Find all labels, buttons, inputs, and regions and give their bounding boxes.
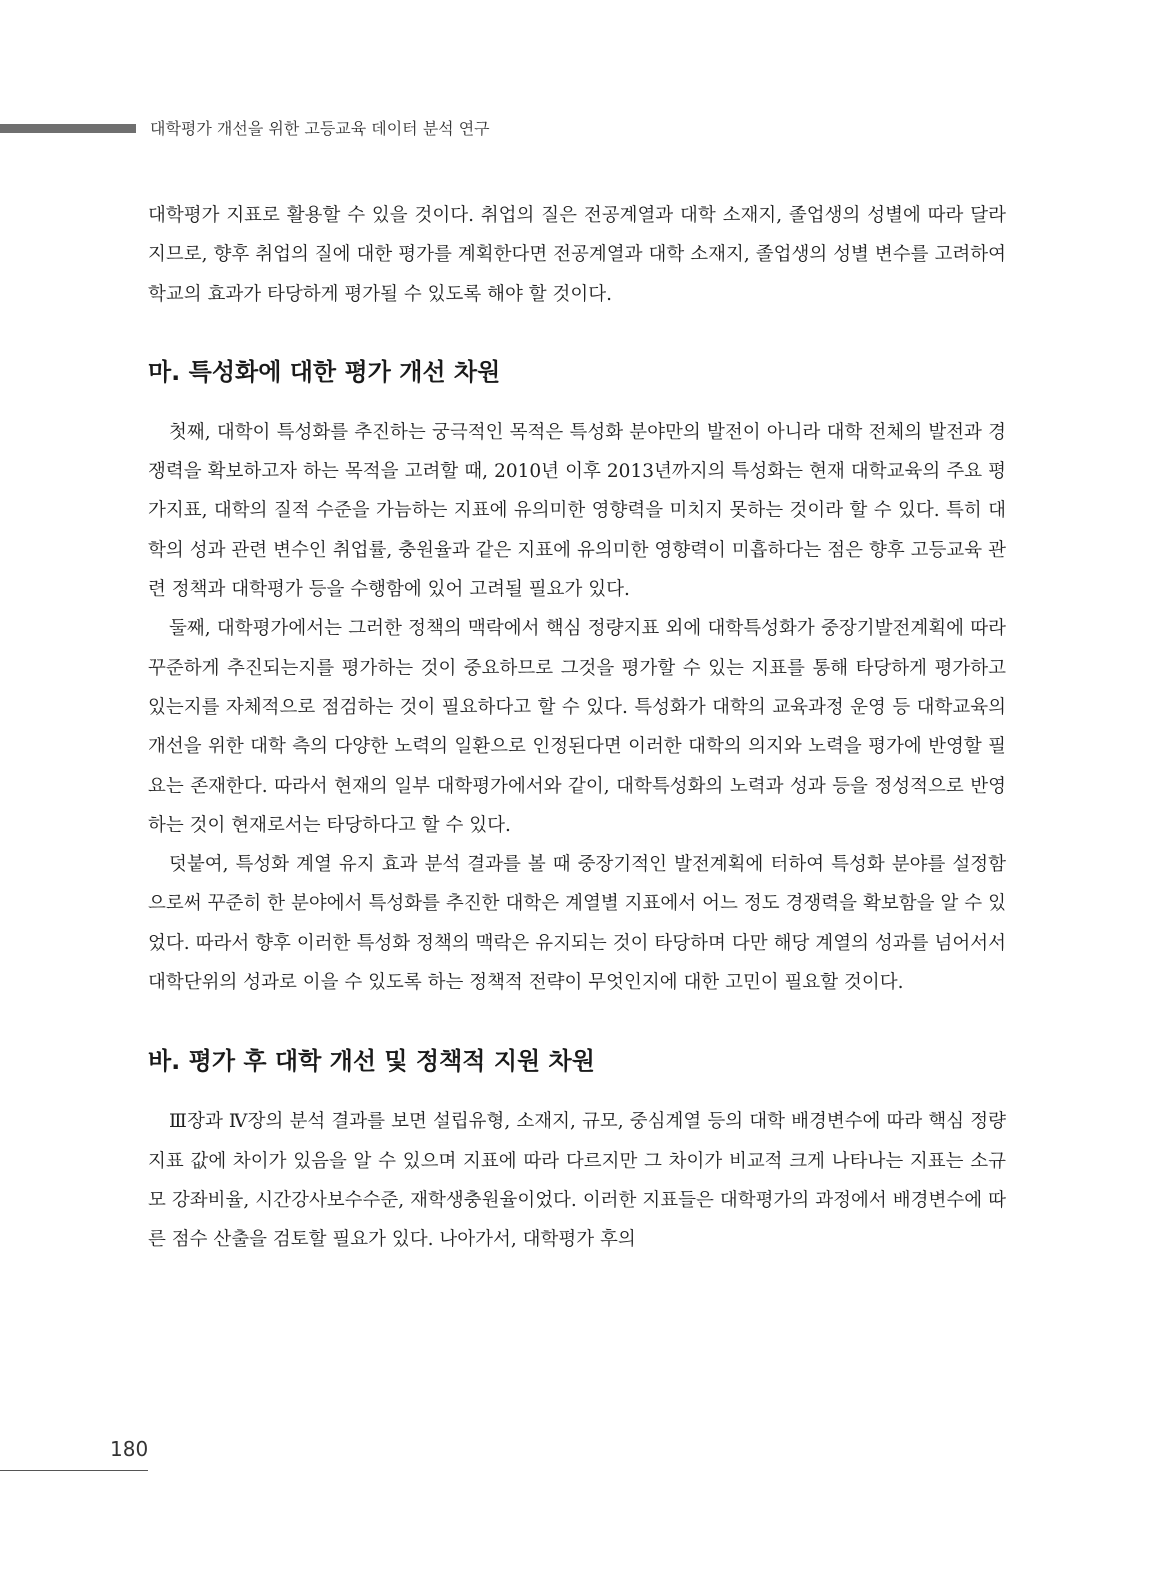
running-head: 대학평가 개선을 위한 고등교육 데이터 분석 연구 xyxy=(150,119,490,138)
section-ma-paragraph-1: 첫째, 대학이 특성화를 추진하는 궁극적인 목적은 특성화 분야만의 발전이 아니라 대학 전체의 발전과 경쟁력을 확보하고자 하는 목적을 고려할 때, 2010년 이후 2013년까지의 특성화는 현재 대학교육의 주요 평가지표, 대학의 질적 수준을 가늠하는 지표에 유의미한 영향력을 미치지 못하는 것이라 할 수 있다. 특히 대학의 성과 관련 변수인 취업률, 충원율과 같은 지표에 유의미한 영향력이 미흡하다는 점은 향후 고등교육 관련 정책과 대학평가 등을 수행함에 있어 고려될 필요가 있다. xyxy=(148,421,1006,601)
page-body xyxy=(148,196,1006,1260)
section-heading-ba: 바. 평가 후 대학 개선 및 정책적 지원 차원 xyxy=(148,1047,595,1076)
section-ma-paragraph-3: 덧붙여, 특성화 계열 유지 효과 분석 결과를 볼 때 중장기적인 발전계획에 터하여 특성화 분야를 설정함으로써 꾸준히 한 분야에서 특성화를 추진한 대학은 계열별 지표에서 어느 정도 경쟁력을 확보함을 알 수 있었다. 따라서 향후 이러한 특성화 정책의 맥락은 유지되는 것이 타당하며 다만 해당 계열의 성과를 넘어서서 대학단위의 성과로 이을 수 있도록 하는 정책적 전략이 무엇인지에 대한 고민이 필요할 것이다. xyxy=(148,854,1006,994)
header-rule xyxy=(0,124,136,133)
page-number: 180 xyxy=(110,1437,149,1461)
section-ma-paragraph-2: 둘째, 대학평가에서는 그러한 정책의 맥락에서 핵심 정량지표 외에 대학특성화가 중장기발전계획에 따라 꾸준하게 추진되는지를 평가하는 것이 중요하므로 그것을 평가할 수 있는 지표를 통해 타당하게 평가하고 있는지를 자체적으로 점검하는 것이 필요하다고 할 수 있다. 특성화가 대학의 교육과정 운영 등 대학교육의 개선을 위한 대학 측의 다양한 노력의 일환으로 인정된다면 이러한 대학의 의지와 노력을 평가에 반영할 필요는 존재한다. 따라서 현재의 일부 대학평가에서와 같이, 대학특성화의 노력과 성과 등을 정성적으로 반영하는 것이 현재로서는 타당하다고 할 수 있다. xyxy=(148,618,1006,836)
intro-paragraph: 대학평가 지표로 활용할 수 있을 것이다. 취업의 질은 전공계열과 대학 소재지, 졸업생의 성별에 따라 달라지므로, 향후 취업의 질에 대한 평가를 계획한다면 전공계열과 대학 소재지, 졸업생의 성별 변수를 고려하여 학교의 효과가 타당하게 평가될 수 있도록 해야 할 것이다. xyxy=(148,205,1006,305)
footer-rule xyxy=(0,1470,148,1471)
section-ba-paragraph-1: Ⅲ장과 Ⅳ장의 분석 결과를 보면 설립유형, 소재지, 규모, 중심계열 등의 대학 배경변수에 따라 핵심 정량지표 값에 차이가 있음을 알 수 있으며 지표에 따라 다르지만 그 차이가 비교적 크게 나타나는 지표는 소규모 강좌비율, 시간강사보수수준, 재학생충원율이었다. 이러한 지표들은 대학평가의 과정에서 배경변수에 따른 점수 산출을 검토할 필요가 있다. 나아가서, 대학평가 후의 xyxy=(148,1111,1006,1251)
section-heading-ma: 마. 특성화에 대한 평가 개선 차원 xyxy=(148,357,501,386)
